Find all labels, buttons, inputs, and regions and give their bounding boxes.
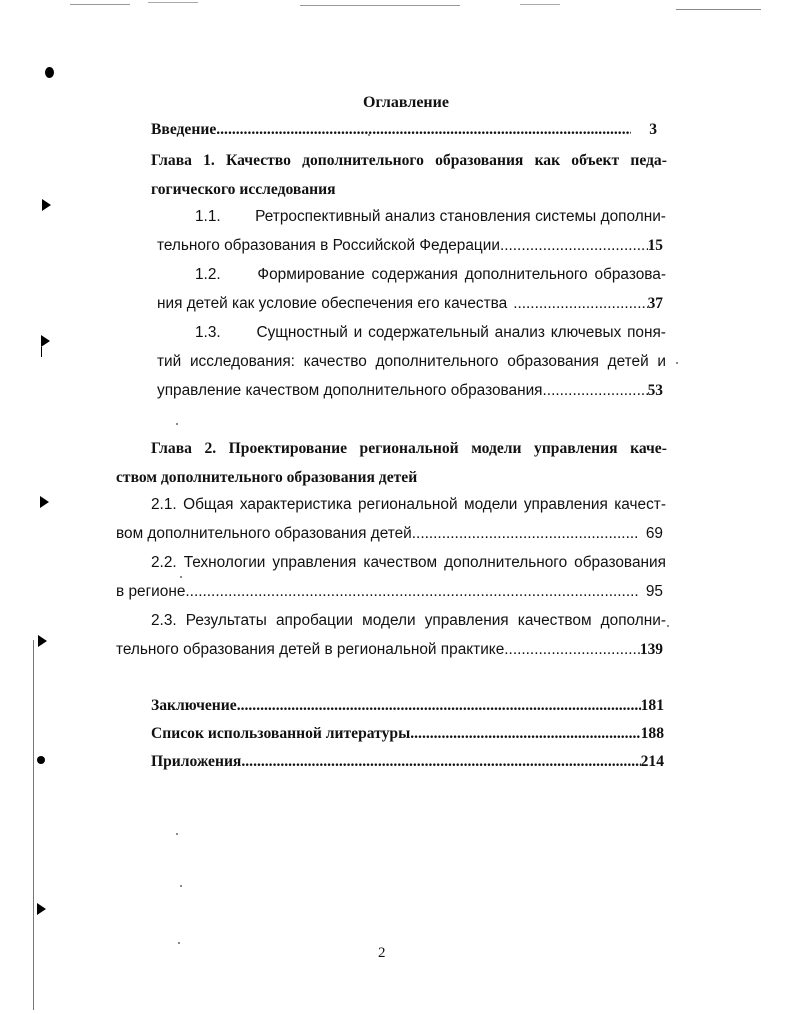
section-1-1-line1[interactable]	[195, 207, 666, 227]
toc-leader	[241, 752, 640, 772]
binding-hole-mark	[40, 496, 49, 508]
word: тий	[157, 353, 182, 370]
word: образования	[435, 152, 524, 169]
scan-line	[676, 9, 761, 10]
word: анализ	[494, 324, 545, 341]
word: 1.3.	[195, 324, 221, 341]
section-2-3-line2[interactable]	[116, 640, 663, 660]
toc-entry-page: 15	[647, 237, 663, 254]
toc-entry-page: 95	[645, 583, 663, 600]
scan-speck	[180, 885, 182, 887]
toc-entry-page: 37	[647, 295, 663, 312]
word: 2.1.	[151, 496, 177, 513]
section-2-1-line2[interactable]	[116, 524, 663, 544]
toc-entry-label: Заключение	[151, 697, 237, 714]
binding-hole-mark	[41, 347, 42, 357]
word: качеством	[517, 612, 592, 629]
toc-leader	[543, 381, 648, 401]
word: и	[353, 324, 363, 341]
section-2-3-line1[interactable]	[151, 611, 666, 631]
word: Проектирование	[228, 440, 348, 457]
word: содержания	[371, 266, 458, 283]
word: системы	[535, 208, 597, 225]
binding-hole-mark	[45, 67, 54, 78]
word: анализ	[384, 208, 436, 225]
word: Формирование	[257, 266, 365, 283]
toc-entry-page: 214	[640, 753, 664, 770]
word: Глава	[151, 152, 192, 169]
binding-hole-mark	[41, 335, 50, 347]
word: качеством	[363, 554, 438, 571]
scan-line	[300, 5, 460, 6]
word: дополнительного	[464, 266, 588, 283]
toc-entry-page: 181	[640, 697, 664, 714]
scan-line	[148, 2, 198, 3]
word: модели	[362, 612, 416, 629]
word: управления	[534, 440, 618, 457]
word: каче-	[630, 440, 667, 457]
word: 2.2.	[151, 554, 177, 571]
word: Сущностный	[256, 324, 348, 341]
word: качество	[303, 353, 367, 370]
toc-entry-label: в регионе	[116, 583, 186, 600]
word: Качество	[226, 152, 291, 169]
binding-hole-mark	[37, 756, 45, 764]
word: 1.2.	[195, 266, 221, 283]
binding-hole-mark	[42, 199, 51, 211]
word: Результаты	[185, 612, 267, 629]
word: региональной	[357, 496, 458, 513]
word: региональной	[359, 440, 459, 457]
word: Технологии	[183, 554, 266, 571]
word: и	[657, 353, 666, 370]
toc-leader	[216, 120, 631, 140]
toc-leader	[500, 236, 648, 256]
toc-entry-page: 3	[649, 121, 657, 138]
toc-entry-appendices[interactable]	[151, 752, 664, 772]
toc-entry-label: Список использованной литературы	[151, 725, 411, 742]
toc-entry-label: тельного образования в Российской Федерации	[157, 237, 500, 254]
scan-line	[70, 4, 130, 5]
word: 2.3.	[151, 612, 177, 629]
section-2-2-line2[interactable]	[116, 582, 663, 602]
word: апробации	[275, 612, 354, 629]
scan-speck	[178, 942, 180, 944]
toc-entry-label: тельного образования детей в региональной практике	[116, 641, 505, 658]
word: Общая	[183, 496, 234, 513]
scan-speck	[667, 625, 669, 627]
word: становления	[439, 208, 531, 225]
word: детей	[607, 353, 649, 370]
scan-line	[520, 4, 560, 5]
chapter2-title-line1[interactable]	[151, 439, 667, 459]
word: 1.1.	[195, 208, 221, 225]
word: Ретроспективный	[255, 208, 381, 225]
toc-entry-label: управление качеством дополнительного образования	[157, 382, 543, 399]
word: образования	[507, 353, 599, 370]
word: 2.	[204, 440, 217, 457]
toc-leader	[185, 582, 637, 602]
toc-entry-label: Приложения	[151, 753, 242, 770]
word: дополни-	[600, 208, 666, 225]
word: ключевых	[550, 324, 622, 341]
toc-leader	[504, 640, 640, 660]
word: дополнительного	[444, 554, 568, 571]
toc-heading: Оглавление	[363, 94, 449, 111]
word: Глава	[151, 440, 192, 457]
toc-entry-conclusion[interactable]	[151, 696, 664, 716]
word: дополни-	[600, 612, 666, 629]
word: поня-	[627, 324, 666, 341]
toc-entry-label: ния детей как условие обеспечения его качества	[157, 295, 508, 312]
toc-leader	[410, 724, 640, 744]
scan-edge	[33, 640, 34, 1010]
scan-speck	[180, 576, 182, 578]
word: управления	[272, 554, 357, 571]
toc-entry-intro[interactable]	[151, 120, 657, 140]
scan-speck	[176, 423, 178, 425]
toc-leader	[237, 696, 641, 716]
toc-entry-page: 188	[640, 725, 664, 742]
toc-entry-page: 53	[647, 382, 663, 399]
word: управления	[523, 496, 608, 513]
page-number: 2	[378, 945, 386, 961]
scan-speck	[176, 833, 178, 835]
toc-entry-page: 69	[645, 525, 663, 542]
section-1-3-line1[interactable]	[195, 323, 666, 343]
binding-hole-mark	[37, 903, 46, 915]
word: как	[534, 152, 561, 169]
toc-entry-label: Введение	[151, 121, 217, 138]
section-1-2-line2[interactable]	[157, 294, 663, 314]
section-1-2-line1[interactable]	[195, 265, 666, 285]
toc-leader	[412, 524, 638, 544]
toc-leader	[513, 294, 647, 314]
word: содержательный	[368, 324, 489, 341]
section-2-2-line1[interactable]	[151, 553, 666, 573]
toc-entry-label: вом дополнительного образования детей	[116, 525, 412, 542]
word: 1.	[203, 152, 215, 169]
section-1-3-line3[interactable]	[157, 381, 663, 401]
word: исследования:	[189, 353, 295, 370]
chapter1-title-line1[interactable]	[151, 151, 667, 171]
binding-hole-mark	[38, 635, 47, 647]
section-1-3-line2[interactable]	[157, 352, 666, 372]
word: дополнительного	[375, 353, 499, 370]
section-2-1-line1[interactable]	[151, 495, 666, 515]
word: педа-	[630, 152, 667, 169]
toc-entry-references[interactable]	[151, 724, 664, 744]
chapter2-title-line2: ством дополнительного образования детей	[116, 469, 418, 486]
word: образова-	[594, 266, 666, 283]
word: управления	[424, 612, 509, 629]
word: объект	[571, 152, 620, 169]
word: модели	[471, 440, 522, 457]
toc-entry-page: 139	[639, 641, 663, 658]
word: модели	[464, 496, 518, 513]
section-1-1-line2[interactable]	[157, 236, 663, 256]
word: качест-	[614, 496, 666, 513]
word: дополнительного	[302, 152, 424, 169]
chapter1-title-line2: гогического исследования	[151, 181, 336, 198]
scan-speck	[676, 362, 678, 364]
word: образования	[574, 554, 666, 571]
word: характеристика	[239, 496, 352, 513]
